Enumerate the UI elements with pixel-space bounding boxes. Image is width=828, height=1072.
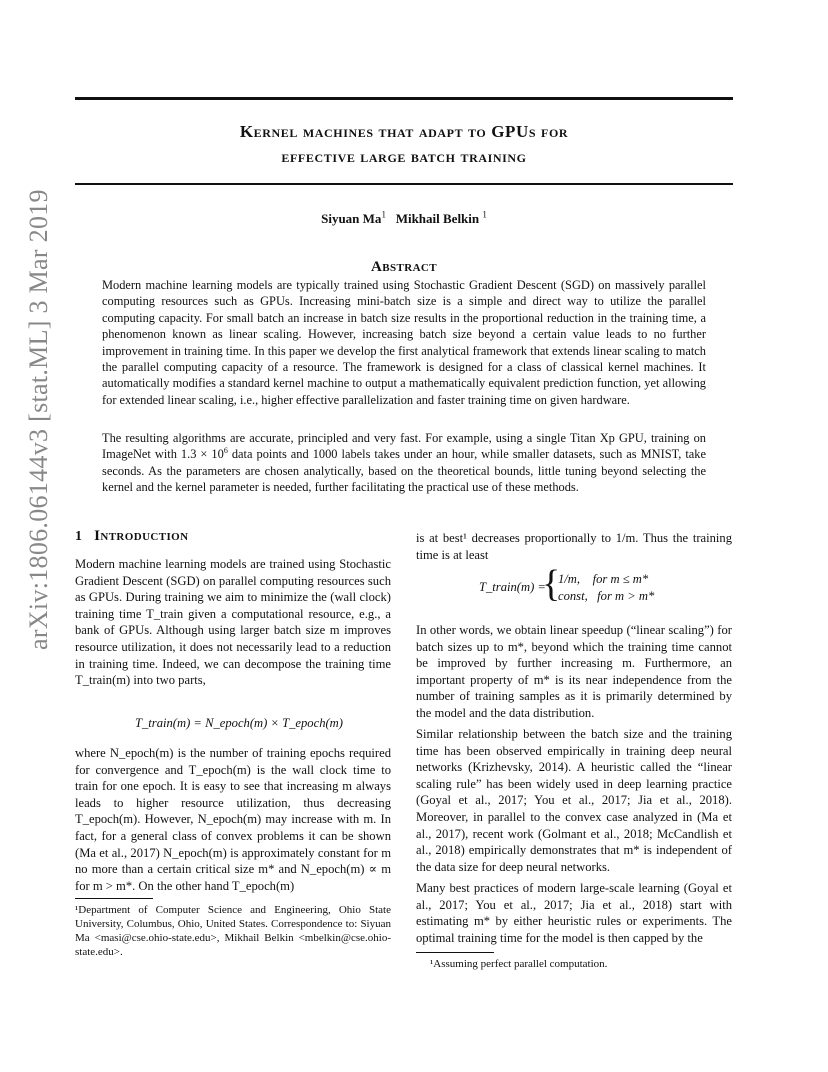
equation-case-1: 1/m, for m ≤ m* (558, 572, 649, 586)
footnote-affiliation: ¹Department of Computer Science and Engineering, Ohio State University, Columbus, Ohio, United States. Correspondence to: Siyuan Ma <masi@cse.ohio-state.edu>, Mikhail Belkin <mbelkin@cse.ohio-state.edu>. (75, 904, 391, 958)
footnote-rule (75, 898, 153, 899)
author-name: Mikhail Belkin (395, 211, 480, 226)
left-column-para-2: where N_epoch(m) is the number of training epochs required for convergence and T_epoch(m) is the wall clock time to train for one epoch. It is easy to see that increasing m always leads to higher resource utilization, thus decreasing T_epoch(m). However, N_epoch(m) may increase with m. In fact, for a general class of convex problems it can be shown (Ma et al., 2017) N_epoch(m) is approximately constant for m no more than a certain critical size m* and N_epoch(m) ∝ m for m > m*. On the other hand T_epoch(m) (75, 746, 391, 893)
right-column-para-2: In other words, we obtain linear speedup (“linear scaling”) for batch sizes up to m*, beyond which the training time cannot be improved by further increasing m. Furthermore, an important property of m* is its near independence from the number of training samples as it is primarily determined by the model and the data distribution. (416, 623, 732, 720)
paper-title-line1: Kernel machines that adapt to GPUs for (239, 122, 569, 141)
author-list (75, 211, 733, 227)
right-column-para-1: is at best¹ decreases proportionally to 1/m. Thus the training time is at least (416, 531, 732, 562)
right-column-para-4: Many best practices of modern large-scale learning (Goyal et al., 2017; You et al., 2017; Jia et al., 2018) start with estimating m* by either heuristic rules or experiments. The optimal training time for the model is then capped by the (416, 881, 732, 945)
footnote-parallel: ¹Assuming perfect parallel computation. (430, 958, 608, 970)
equation-case-2: const, for m > m* (558, 589, 655, 603)
abstract-paragraph-2 (102, 430, 706, 496)
arxiv-stamp: arXiv:1806.06144v3 [stat.ML] 3 Mar 2019 (24, 189, 53, 650)
section-title: Introduction (94, 528, 189, 544)
equation-lhs: T_train(m) = (479, 580, 546, 594)
equation-training-time: T_train(m) = N_epoch(m) × T_epoch(m) (135, 716, 343, 730)
author-affiliation: 1 (482, 209, 487, 220)
right-column-para-3: Similar relationship between the batch size and the training time has been observed empirically in training deep neural networks (Krizhevsky, 2014). A heuristic called the “linear scaling rule” has been widely used in deep learning practice (Goyal et al., 2017; You et al., 2017; Jia et al., 2018). Moreover, in parallel to the convex case analyzed in (Ma et al., 2017), recent work (Golmant et al., 2018; McCandlish et al., 2018) empirically demonstrates that m* is independent of the data size for deep neural networks. (416, 727, 732, 874)
title-top-rule (75, 97, 733, 100)
abstract-p2-text: data points and 1000 labels takes under an hour, while smaller datasets, such as MNIST, take seconds. As the parameters are chosen analytically, based on the theoretical bounds, little tuning beyond selecting the kernel and the kernel parameter is needed, further facilitating the practical use of these methods. (102, 447, 707, 495)
section-heading (75, 528, 188, 545)
paper-title-line2: effective large batch training (281, 147, 527, 166)
title-bottom-rule (75, 183, 733, 185)
brace-glyph: { (542, 563, 561, 605)
abstract-paragraph-1: Modern machine learning models are typically trained using Stochastic Gradient Descent (SGD) on massively parallel computing resources such as GPUs. Increasing mini-batch size is a simple and direct way to utilize the parallel computing capacity. For small batch an increase in batch size results in the proportional reduction in the training time, a phenomenon known as linear scaling. However, increasing batch size beyond a certain value leads to no further improvement in training time. In this paper we develop the first analytical framework that extends linear scaling to match the parallel computing capacity of a resource. The framework is designed for a class of classical kernel machines. It automatically modifies a standard kernel machine to output a mathematically equivalent prediction function, yet allowing for extended linear scaling, i.e., higher effective parallelization and faster training time on given hardware. (102, 278, 706, 407)
author-affiliation: 1 (381, 209, 386, 220)
section-number: 1 (75, 529, 83, 544)
abstract-p2-exponent: 6 (223, 446, 228, 456)
abstract-p2-text: The resulting algorithms are accurate, principled and very fast. For example, using a single Titan Xp GPU, training on ImageNet with 1.3 × 10 (102, 431, 706, 462)
author-name: Siyuan Ma (321, 211, 382, 226)
abstract-heading: Abstract (371, 259, 437, 275)
footnote-rule (416, 952, 494, 953)
left-column-para-1: Modern machine learning models are trained using Stochastic Gradient Descent (SGD) on parallel computing resources such as GPUs. During training we aim to minimize the (wall clock) training time T_train given a computational resource, e.g., a bank of GPUs. Although using larger batch size m improves resource utilization, it does not necessarily lead to a reduction in training time. Indeed, we can decompose the training time T_train(m) into two parts, (75, 557, 391, 688)
